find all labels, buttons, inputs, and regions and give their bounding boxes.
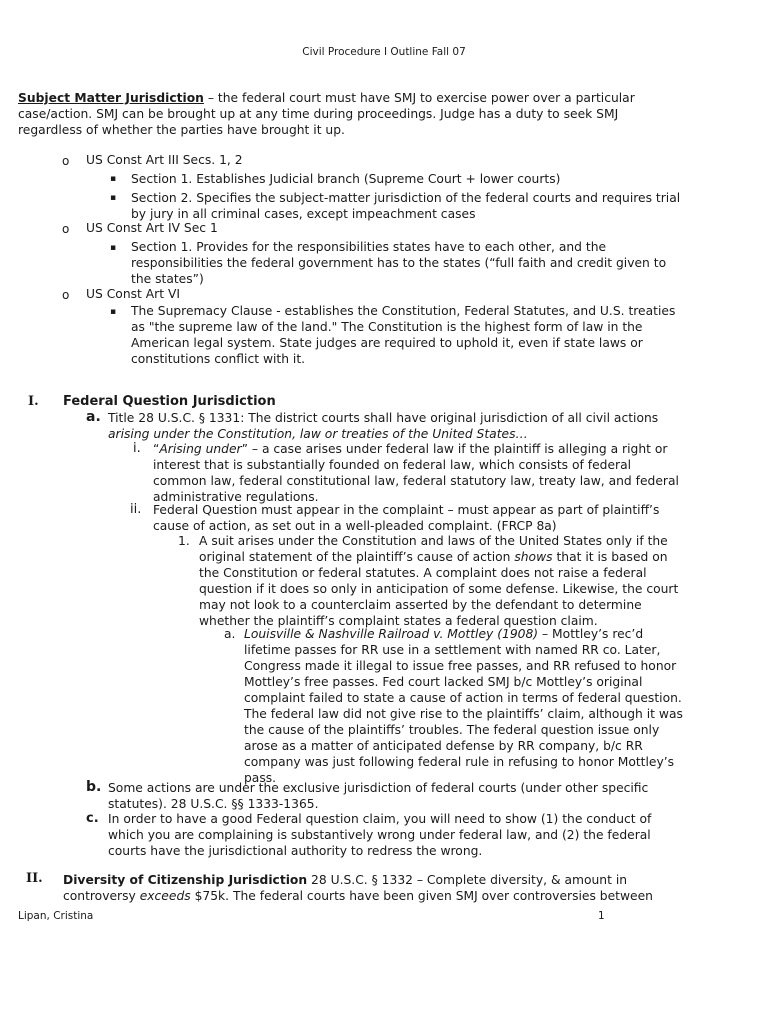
smj-line-3: regardless of whether the parties have brought it up. <box>18 123 345 137</box>
text-line: Section 1. Establishes Judicial branch (Supreme Court + lower courts) <box>131 172 561 186</box>
item-mottley-case <box>244 626 714 786</box>
source-art-iv-label: US Const Art IV Sec 1 <box>86 221 218 235</box>
text-line: Federal Question must appear in the complaint – must appear as part of plaintiff’s <box>153 503 660 517</box>
smj-line-2: case/action. SMJ can be brought up at any time during proceedings. Judge has a duty to seek SMJ <box>18 107 619 121</box>
text-line: Title 28 U.S.C. § 1331: The district courts shall have original jurisdiction of all civil actions <box>108 411 659 425</box>
item-marker: ii. <box>130 502 142 517</box>
text-span: exceeds <box>139 889 191 903</box>
text-line: statutes). 28 U.S.C. §§ 1333-1365. <box>108 797 319 811</box>
item-marker: a. <box>86 409 101 425</box>
text-line: cause of action, as set out in a well-pleaded complaint. (FRCP 8a) <box>153 519 557 533</box>
text-line: Section 2. Specifies the subject-matter jurisdiction of the federal courts and requires trial <box>131 191 681 205</box>
text-span: shows <box>514 550 553 564</box>
case-name: Louisville & Nashville Railroad v. Mottley (1908) <box>244 627 539 641</box>
item-marker: b. <box>86 779 102 795</box>
text-span: – Mottley’s rec’d <box>538 627 644 641</box>
bullet-marker: ▪ <box>110 193 117 203</box>
text-line: American legal system. State judges are required to uphold it, even if state laws or <box>131 336 643 350</box>
text-span: “ <box>153 442 160 456</box>
text-line: The federal law did not give rise to the plaintiffs’ claim, although it was <box>244 707 683 721</box>
text-line: Mottley’s free passes. Fed court lacked SMJ b/c Mottley’s original <box>244 675 643 689</box>
text-line: constitutions conflict with it. <box>131 352 306 366</box>
supremacy-clause-item <box>131 303 711 367</box>
text-line: Section 1. Provides for the responsibilities states have to each other, and the <box>131 240 607 254</box>
text-line: lifetime passes for RR use in a settlement with named RR co. Later, <box>244 643 661 657</box>
text-line: courts have the jurisdictional authority to redress the wrong. <box>108 844 483 858</box>
footer-page-number: 1 <box>598 910 605 922</box>
text-span: that it is based on <box>552 550 668 564</box>
bullet-marker: o <box>62 288 70 302</box>
text-line: Some actions are under the exclusive jurisdiction of federal courts (under other specific <box>108 781 649 795</box>
section-heading-federal-question: Federal Question Jurisdiction <box>63 394 276 409</box>
item-suit-arises-under <box>199 533 709 629</box>
item-federal-question-complaint <box>153 502 713 534</box>
text-line: the Constitution or federal statutes. A complaint does not raise a federal <box>199 566 647 580</box>
art-iv-section-1 <box>131 239 711 287</box>
text-line: by jury in all criminal cases, except impeachment cases <box>131 207 476 221</box>
item-marker: a. <box>224 627 236 641</box>
text-span: 28 U.S.C. § 1332 – Complete diversity, & amount in <box>307 873 628 887</box>
art-iii-section-2 <box>131 190 711 222</box>
item-marker: c. <box>86 811 99 826</box>
item-marker: i. <box>133 441 141 456</box>
text-line: the states”) <box>131 272 204 286</box>
text-span: controversy <box>63 889 140 903</box>
text-line: responsibilities the federal government has to the states (“full faith and credit given to <box>131 256 667 270</box>
text-line: pass. <box>244 771 277 785</box>
bullet-marker: ▪ <box>110 307 117 317</box>
text-line: question if it does so only in anticipation of some defense. Likewise, the court <box>199 582 679 596</box>
text-line: arose as a matter of anticipated defense by RR company, b/c RR <box>244 739 643 753</box>
text-span: ” – a case arises under federal law if the plaintiff is alleging a right or <box>241 442 668 456</box>
text-line: common law, federal constitutional law, federal statutory law, treaty law, and federal <box>153 474 679 488</box>
smj-intro-paragraph <box>18 90 678 138</box>
footer-author: Lipan, Cristina <box>18 910 94 922</box>
text-line: arising under the Constitution, law or treaties of the United States… <box>108 427 528 441</box>
text-line: complaint failed to state a cause of action in terms of federal question. <box>244 691 682 705</box>
text-line: The Supremacy Clause - establishes the Constitution, Federal Statutes, and U.S. treaties <box>131 304 676 318</box>
text-line: interest that is substantially founded on federal law, which consists of federal <box>153 458 632 472</box>
text-line: A suit arises under the Constitution and laws of the United States only if the <box>199 534 668 548</box>
item-good-federal-claim <box>108 811 708 859</box>
section-numeral: I. <box>28 394 39 409</box>
item-arising-under <box>153 441 713 505</box>
smj-term: Subject Matter Jurisdiction <box>18 91 204 105</box>
bullet-marker: ▪ <box>110 243 117 253</box>
item-a-title-28 <box>108 410 708 442</box>
smj-line-1: – the federal court must have SMJ to exercise power over a particular <box>203 91 635 105</box>
text-span: original statement of the plaintiff’s cause of action <box>199 550 515 564</box>
text-line: the cause of the plaintiffs’ troubles. The federal question issue only <box>244 723 660 737</box>
art-iii-section-1 <box>131 171 711 187</box>
item-exclusive-jurisdiction <box>108 780 708 812</box>
text-span: $75k. The federal courts have been given SMJ over controversies between <box>190 889 653 903</box>
source-art-iii-label: US Const Art III Secs. 1, 2 <box>86 153 243 167</box>
text-line: as "the supreme law of the land." The Constitution is the highest form of law in the <box>131 320 643 334</box>
text-line: which you are complaining is substantively wrong under federal law, and (2) the federal <box>108 828 651 842</box>
bullet-marker: ▪ <box>110 174 117 184</box>
text-line: Congress made it illegal to issue free passes, and RR refused to honor <box>244 659 677 673</box>
section-heading-diversity: Diversity of Citizenship Jurisdiction <box>63 873 308 887</box>
page-header-title: Civil Procedure I Outline Fall 07 <box>302 46 466 58</box>
text-line: administrative regulations. <box>153 490 319 504</box>
section-numeral: II. <box>26 871 43 886</box>
item-marker: 1. <box>178 534 190 548</box>
source-art-vi-label: US Const Art VI <box>86 287 180 301</box>
text-line: company was just following federal rule in refusing to honor Mottley’s <box>244 755 675 769</box>
text-line: In order to have a good Federal question claim, you will need to show (1) the conduct of <box>108 812 652 826</box>
bullet-marker: o <box>62 222 70 236</box>
bullet-marker: o <box>62 154 70 168</box>
section-diversity-jurisdiction <box>63 872 703 904</box>
text-line: may not look to a counterclaim asserted by the defendant to determine <box>199 598 642 612</box>
text-line: whether the plaintiff’s complaint states a federal question claim. <box>199 614 598 628</box>
arising-under-term: Arising under <box>159 442 242 456</box>
